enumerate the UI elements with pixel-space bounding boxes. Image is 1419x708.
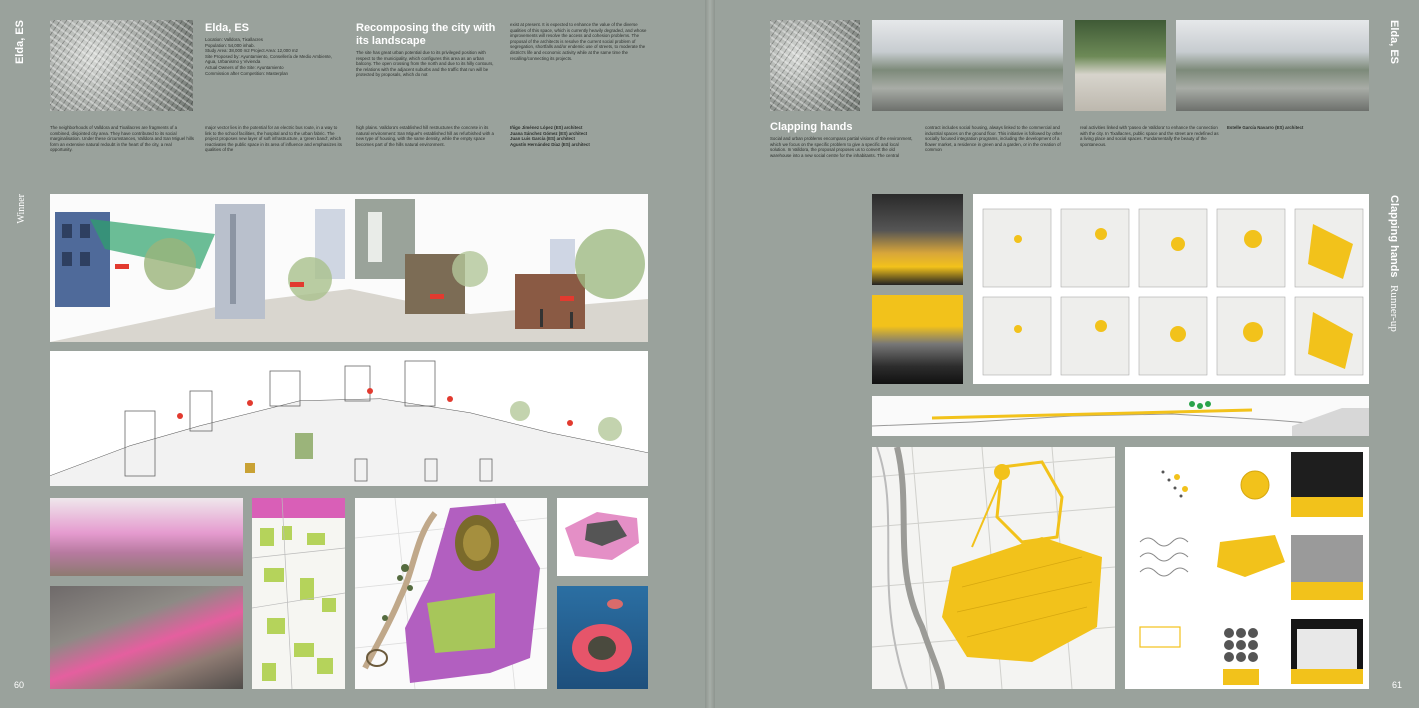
site-info-line: Actual Owners of the Site: Ayuntamiento [205,64,284,70]
street-tree-photo [1075,20,1166,111]
site-info-line: Site Proposed by: Ayuntamiento, Consellería de Medio Ambiente, Agua, Urbanismo y Vivienda [205,53,333,65]
long-section-strip [872,396,1369,436]
yellow-masterplan [872,447,1115,689]
left-side-label: Elda, ES [14,20,26,65]
credit-line: Iñigo Jiménez López (ES) architect [510,125,583,130]
yellow-landscape-photo [872,295,963,384]
left-page [0,0,705,708]
right-page-number: 61 [1392,680,1403,690]
pink-island-render [557,586,648,689]
site-title: Elda, ES [205,22,250,34]
green-plan-drawing [252,498,345,689]
yellow-street-photo [872,194,963,285]
right-rank-label [1388,195,1400,331]
site-info-list [205,37,340,109]
site-info-line: Commission after Competition: Masterplan [205,70,288,76]
credit-line: Agustín Hernández Díaz (ES) architect [510,141,590,147]
masterplan-drawing [355,498,547,689]
runner-up-col2: contract includes social housing, always linked to the commercial and industrial spaces on the ground floor. This initiative is followed by other socially focused integration programs, including the development of a flower market, a residence in green and a garden, or in the creation of common [925,125,1063,153]
credit-line: Juan Luis García (ES) architect [510,136,575,142]
runner-up-col3: real activities linked with 'paseo de Valldora' to enhance the connection with the city. In Tixallacres, public space and the street are redefined as a living place and social spaces. Fundamentally the beauty of the spontaneous. [1080,125,1219,147]
site-info-line: Population: 54,000 inhab. [205,42,255,48]
credit-line: Juana Sánchez Gómez (ES) architect [510,130,588,136]
article-title: Recomposing the city with its landscape [356,22,496,47]
credits [510,125,650,165]
spine-gutter [705,0,715,708]
right-page [715,0,1419,708]
body-col2: major vector lies in the potential for an electric bus route, in a way to link to the school facilities, the hospital and to the urban fabric. The project proposes new layer of soft infrastructure, a 'green band', which reactivates the public space in its area of influence and emphasizes its qualities of the [205,125,342,153]
rooftops-photo [1176,20,1369,111]
body-col3: high plains. Valldora's established hill restructures the concrete in its natural environment: San Miguel's established hill as refurbished with a new type of housing, with the same density, while the empty space becomes part of the hills natural environment. [356,125,494,147]
phasing-diagrams-grid [973,194,1369,384]
vertical-project-title: Clapping hands [1388,195,1400,278]
pink-street-photo [50,586,243,689]
site-aerial-photo-2 [770,20,860,111]
pink-landscape-photo [50,498,243,576]
site-section-drawing [50,351,648,486]
article-col2: exist at present. It is expected to enhance the value of the diverse qualities of this space, which is currently heavily degraded, and whose improvements will resolve the access and cohesion problems. The proposal of the architects is resolve the current social problem of segregation, shortfalls and/or endemic use of streets, to moderate the district's life and economic activity while at the same time the recalling/connecting its projects. [510,22,647,61]
credit-line: Estelle García Navarro (ES) architect [1227,125,1304,130]
runner-up-title: Clapping hands [770,121,853,133]
left-rank-label: Winner [16,194,27,224]
runner-up-col1: Social and urban problems encompass partial visions of the environment, which we focus on the specific problem to give a specific and local solution. In Valldora, the proposal proposes us to convert the old warehouse into a new social centre for the inhabitants. The central [770,136,913,158]
article-col1: The site has great urban potential due to its privileged position with respect to the municipality, which configures this area as an urban balcony. The open crossing from the north and due to its hilly contours, the relations with the adjacent suburbs and the traffic that run will be protected by proposals, which do not [356,50,494,78]
valley-panorama-photo [872,20,1063,111]
left-page-number: 60 [14,680,25,690]
site-info-line: Location: Valldora, Tixallacres [205,37,264,42]
runner-up-credits [1227,125,1367,145]
site-aerial-photo [50,20,193,111]
street-collage-render [50,194,648,342]
right-side-label: Elda, ES [1388,20,1400,65]
strategy-diagrams [1125,447,1369,689]
body-col1: The neighborhoods of Valldora and Tixallacres are fragments of a combined, disjointed city area. They have contributed to its social marginalisation. Under these circumstances, Valldora and San Miguel hills form an extensive natural redoubt in the heart of the city, a real opportunity. [50,125,194,153]
pink-detail-drawing [557,498,648,576]
vertical-rank: Runner-up [1388,284,1400,332]
site-info-line: Study Area: 38,000 m2 Project Area: 12,000 m2 [205,48,298,54]
